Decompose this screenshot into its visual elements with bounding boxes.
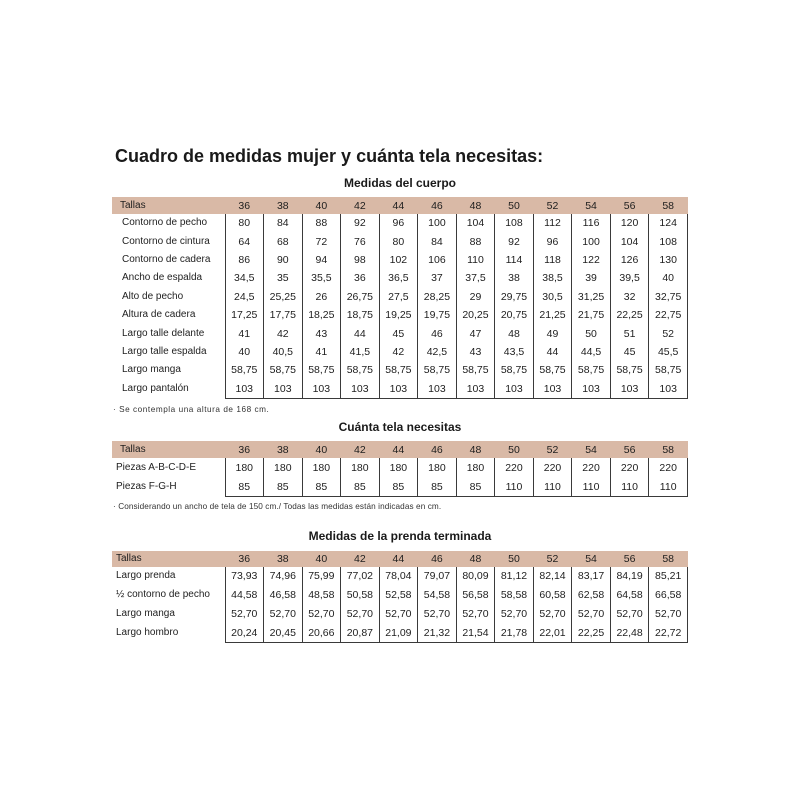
cell-size-42: 20,87 (341, 623, 380, 642)
cell-size-54: 21,75 (572, 306, 611, 324)
cell-size-54: 83,17 (572, 567, 611, 586)
cell-size-52: 21,25 (533, 306, 572, 324)
cell-size-50: 110 (495, 477, 534, 497)
size-header-44: 44 (379, 551, 418, 567)
row-label: ½ contorno de pecho (116, 589, 210, 601)
cell-size-44: 96 (379, 214, 418, 232)
table-row (112, 288, 688, 306)
cell-size-42: 50,58 (341, 586, 380, 605)
cell-size-50: 114 (495, 251, 534, 269)
cell-size-38: 42 (264, 324, 303, 342)
table-body (112, 458, 688, 497)
cell-size-56: 110 (610, 477, 649, 497)
row-label: Largo hombro (116, 626, 179, 638)
size-header-48: 48 (456, 551, 495, 567)
row-label: Largo talle espalda (122, 345, 207, 357)
cell-size-58: 130 (649, 251, 688, 269)
cell-size-52: 60,58 (533, 586, 572, 605)
cell-size-56: 103 (610, 380, 649, 399)
size-header-56: 56 (610, 441, 649, 458)
size-header-56: 56 (610, 551, 649, 567)
cell-size-56: 32 (610, 288, 649, 306)
cell-size-38: 180 (264, 458, 303, 477)
cell-size-54: 50 (572, 324, 611, 342)
cell-size-40: 26 (302, 288, 341, 306)
cell-size-44: 80 (379, 232, 418, 250)
cell-size-44: 102 (379, 251, 418, 269)
cell-size-42: 98 (341, 251, 380, 269)
cell-size-58: 45,5 (649, 343, 688, 361)
cell-size-38: 17,75 (264, 306, 303, 324)
cell-size-54: 22,25 (572, 623, 611, 642)
cell-size-40: 85 (302, 477, 341, 497)
cell-size-44: 58,75 (379, 361, 418, 379)
cell-size-42: 36 (341, 269, 380, 287)
row-label: Piezas A-B-C-D-E (116, 461, 197, 473)
cell-size-52: 58,75 (533, 361, 572, 379)
header-row (112, 551, 688, 567)
cell-size-44: 85 (379, 477, 418, 497)
cell-size-38: 68 (264, 232, 303, 250)
footnote-height-note: · Se contempla una altura de 168 cm. (113, 405, 270, 414)
cell-size-50: 58,58 (495, 586, 534, 605)
cell-size-46: 58,75 (418, 361, 457, 379)
cell-size-36: 20,24 (225, 623, 264, 642)
cell-size-44: 45 (379, 324, 418, 342)
header-label: Tallas (112, 197, 225, 214)
cell-size-48: 58,75 (456, 361, 495, 379)
cell-size-56: 22,25 (610, 306, 649, 324)
cell-size-58: 52 (649, 324, 688, 342)
size-header-40: 40 (302, 551, 341, 567)
row-label: Largo manga (122, 364, 181, 376)
cell-size-38: 85 (264, 477, 303, 497)
size-header-48: 48 (456, 441, 495, 458)
cell-size-42: 58,75 (341, 361, 380, 379)
row-label: Largo talle delante (122, 327, 205, 339)
cell-size-40: 52,70 (302, 605, 341, 624)
size-header-36: 36 (225, 551, 264, 567)
cell-size-50: 20,75 (495, 306, 534, 324)
header-label: Tallas (112, 551, 225, 567)
cell-size-50: 108 (495, 214, 534, 232)
size-header-46: 46 (418, 197, 457, 214)
size-header-58: 58 (649, 197, 688, 214)
cell-size-48: 37,5 (456, 269, 495, 287)
size-header-50: 50 (495, 551, 534, 567)
size-header-56: 56 (610, 197, 649, 214)
cell-size-58: 40 (649, 269, 688, 287)
footnote-fabric-width-note: · Considerando un ancho de tela de 150 cm./ Todas las medidas están indicadas en cm. (113, 502, 442, 511)
cell-size-38: 40,5 (264, 343, 303, 361)
cell-size-42: 52,70 (341, 605, 380, 624)
size-header-42: 42 (341, 197, 380, 214)
cell-size-50: 38 (495, 269, 534, 287)
section-heading-fabric-needed: Cuánta tela necesitas (338, 420, 462, 434)
cell-size-48: 47 (456, 324, 495, 342)
cell-size-40: 88 (302, 214, 341, 232)
cell-size-38: 25,25 (264, 288, 303, 306)
table-row (112, 343, 688, 361)
cell-size-38: 84 (264, 214, 303, 232)
cell-size-48: 29 (456, 288, 495, 306)
cell-size-50: 52,70 (495, 605, 534, 624)
size-header-52: 52 (533, 197, 572, 214)
cell-size-42: 85 (341, 477, 380, 497)
row-label: Largo pantalón (122, 382, 189, 394)
cell-size-54: 44,5 (572, 343, 611, 361)
cell-size-42: 180 (341, 458, 380, 477)
cell-size-56: 45 (610, 343, 649, 361)
cell-size-38: 20,45 (264, 623, 303, 642)
cell-size-52: 110 (533, 477, 572, 497)
cell-size-40: 58,75 (302, 361, 341, 379)
cell-size-54: 116 (572, 214, 611, 232)
cell-size-42: 44 (341, 324, 380, 342)
cell-size-38: 58,75 (264, 361, 303, 379)
cell-size-40: 35,5 (302, 269, 341, 287)
row-label: Piezas F-G-H (116, 480, 177, 492)
cell-size-36: 73,93 (225, 567, 264, 586)
row-label: Altura de cadera (122, 309, 196, 321)
cell-size-44: 36,5 (379, 269, 418, 287)
cell-size-38: 46,58 (264, 586, 303, 605)
cell-size-58: 32,75 (649, 288, 688, 306)
table-row (112, 269, 688, 287)
cell-size-56: 51 (610, 324, 649, 342)
cell-size-54: 39 (572, 269, 611, 287)
size-header-58: 58 (649, 551, 688, 567)
cell-size-48: 180 (456, 458, 495, 477)
size-header-44: 44 (379, 197, 418, 214)
table-row (112, 214, 688, 232)
header-label: Tallas (112, 441, 225, 458)
cell-size-40: 103 (302, 380, 341, 399)
cell-size-44: 27,5 (379, 288, 418, 306)
cell-size-48: 56,58 (456, 586, 495, 605)
cell-size-38: 74,96 (264, 567, 303, 586)
cell-size-42: 76 (341, 232, 380, 250)
cell-size-54: 31,25 (572, 288, 611, 306)
cell-size-38: 52,70 (264, 605, 303, 624)
row-label: Largo manga (116, 607, 175, 619)
cell-size-48: 80,09 (456, 567, 495, 586)
cell-size-50: 43,5 (495, 343, 534, 361)
cell-size-46: 180 (418, 458, 457, 477)
cell-size-56: 120 (610, 214, 649, 232)
cell-size-46: 42,5 (418, 343, 457, 361)
size-header-54: 54 (572, 551, 611, 567)
cell-size-50: 58,75 (495, 361, 534, 379)
cell-size-46: 84 (418, 232, 457, 250)
cell-size-46: 52,70 (418, 605, 457, 624)
size-header-38: 38 (264, 441, 303, 458)
cell-size-58: 58,75 (649, 361, 688, 379)
cell-size-46: 54,58 (418, 586, 457, 605)
cell-size-44: 180 (379, 458, 418, 477)
size-header-38: 38 (264, 551, 303, 567)
cell-size-52: 30,5 (533, 288, 572, 306)
size-header-40: 40 (302, 441, 341, 458)
cell-size-58: 124 (649, 214, 688, 232)
cell-size-36: 44,58 (225, 586, 264, 605)
cell-size-52: 38,5 (533, 269, 572, 287)
cell-size-42: 18,75 (341, 306, 380, 324)
table-row (112, 232, 688, 250)
cell-size-36: 103 (225, 380, 264, 399)
cell-size-38: 103 (264, 380, 303, 399)
cell-size-44: 21,09 (379, 623, 418, 642)
cell-size-56: 220 (610, 458, 649, 477)
cell-size-40: 20,66 (302, 623, 341, 642)
cell-size-36: 85 (225, 477, 264, 497)
cell-size-50: 81,12 (495, 567, 534, 586)
cell-size-54: 62,58 (572, 586, 611, 605)
cell-size-40: 48,58 (302, 586, 341, 605)
cell-size-52: 220 (533, 458, 572, 477)
table-row (112, 458, 688, 477)
cell-size-54: 110 (572, 477, 611, 497)
size-header-40: 40 (302, 197, 341, 214)
table-header (112, 551, 688, 567)
table-row (112, 380, 688, 399)
fabric-needed-table (112, 441, 688, 497)
size-header-46: 46 (418, 441, 457, 458)
cell-size-38: 35 (264, 269, 303, 287)
cell-size-52: 112 (533, 214, 572, 232)
size-header-42: 42 (341, 551, 380, 567)
table-header (112, 197, 688, 214)
size-header-36: 36 (225, 441, 264, 458)
cell-size-46: 100 (418, 214, 457, 232)
size-header-42: 42 (341, 441, 380, 458)
cell-size-50: 48 (495, 324, 534, 342)
row-label: Largo prenda (116, 570, 176, 582)
cell-size-36: 24,5 (225, 288, 264, 306)
cell-size-48: 103 (456, 380, 495, 399)
cell-size-58: 22,75 (649, 306, 688, 324)
cell-size-40: 75,99 (302, 567, 341, 586)
cell-size-50: 92 (495, 232, 534, 250)
row-label: Contorno de cadera (122, 253, 211, 265)
cell-size-40: 41 (302, 343, 341, 361)
table-row (112, 605, 688, 624)
size-header-36: 36 (225, 197, 264, 214)
cell-size-44: 42 (379, 343, 418, 361)
table-row (112, 306, 688, 324)
cell-size-56: 52,70 (610, 605, 649, 624)
cell-size-48: 110 (456, 251, 495, 269)
cell-size-36: 17,25 (225, 306, 264, 324)
size-header-54: 54 (572, 197, 611, 214)
size-header-50: 50 (495, 441, 534, 458)
cell-size-46: 79,07 (418, 567, 457, 586)
cell-size-58: 103 (649, 380, 688, 399)
body-measurements-table (112, 197, 688, 399)
cell-size-54: 58,75 (572, 361, 611, 379)
cell-size-50: 29,75 (495, 288, 534, 306)
header-row (112, 441, 688, 458)
cell-size-40: 72 (302, 232, 341, 250)
page-title: Cuadro de medidas mujer y cuánta tela necesitas: (115, 146, 544, 166)
row-label: Contorno de cintura (122, 235, 210, 247)
row-label: Alto de pecho (122, 290, 184, 302)
cell-size-44: 19,25 (379, 306, 418, 324)
cell-size-48: 20,25 (456, 306, 495, 324)
cell-size-56: 104 (610, 232, 649, 250)
size-header-46: 46 (418, 551, 457, 567)
cell-size-56: 58,75 (610, 361, 649, 379)
cell-size-58: 66,58 (649, 586, 688, 605)
cell-size-50: 220 (495, 458, 534, 477)
cell-size-48: 85 (456, 477, 495, 497)
cell-size-42: 103 (341, 380, 380, 399)
cell-size-46: 37 (418, 269, 457, 287)
cell-size-42: 77,02 (341, 567, 380, 586)
cell-size-44: 103 (379, 380, 418, 399)
cell-size-56: 64,58 (610, 586, 649, 605)
table-row (112, 623, 688, 642)
cell-size-52: 44 (533, 343, 572, 361)
cell-size-36: 40 (225, 343, 264, 361)
cell-size-54: 100 (572, 232, 611, 250)
table-row (112, 251, 688, 269)
table-row (112, 586, 688, 605)
size-header-50: 50 (495, 197, 534, 214)
cell-size-56: 84,19 (610, 567, 649, 586)
cell-size-46: 85 (418, 477, 457, 497)
cell-size-54: 122 (572, 251, 611, 269)
cell-size-58: 52,70 (649, 605, 688, 624)
table-header (112, 441, 688, 458)
cell-size-58: 220 (649, 458, 688, 477)
cell-size-36: 86 (225, 251, 264, 269)
cell-size-46: 46 (418, 324, 457, 342)
cell-size-40: 180 (302, 458, 341, 477)
size-header-52: 52 (533, 441, 572, 458)
cell-size-56: 22,48 (610, 623, 649, 642)
table-row (112, 567, 688, 586)
cell-size-52: 49 (533, 324, 572, 342)
finished-garment-table (112, 551, 688, 643)
cell-size-44: 78,04 (379, 567, 418, 586)
table-body (112, 567, 688, 643)
cell-size-52: 118 (533, 251, 572, 269)
cell-size-48: 104 (456, 214, 495, 232)
cell-size-42: 26,75 (341, 288, 380, 306)
cell-size-58: 85,21 (649, 567, 688, 586)
cell-size-52: 22,01 (533, 623, 572, 642)
table-body (112, 214, 688, 398)
cell-size-54: 52,70 (572, 605, 611, 624)
cell-size-56: 39,5 (610, 269, 649, 287)
size-header-52: 52 (533, 551, 572, 567)
cell-size-46: 21,32 (418, 623, 457, 642)
cell-size-36: 64 (225, 232, 264, 250)
cell-size-36: 34,5 (225, 269, 264, 287)
size-header-54: 54 (572, 441, 611, 458)
size-header-58: 58 (649, 441, 688, 458)
cell-size-40: 43 (302, 324, 341, 342)
cell-size-58: 108 (649, 232, 688, 250)
cell-size-54: 220 (572, 458, 611, 477)
cell-size-52: 82,14 (533, 567, 572, 586)
cell-size-56: 126 (610, 251, 649, 269)
section-heading-body-measurements: Medidas del cuerpo (343, 176, 457, 190)
cell-size-48: 88 (456, 232, 495, 250)
cell-size-42: 92 (341, 214, 380, 232)
cell-size-46: 106 (418, 251, 457, 269)
cell-size-48: 52,70 (456, 605, 495, 624)
cell-size-36: 41 (225, 324, 264, 342)
header-row (112, 197, 688, 214)
cell-size-36: 52,70 (225, 605, 264, 624)
cell-size-52: 96 (533, 232, 572, 250)
cell-size-36: 80 (225, 214, 264, 232)
size-header-38: 38 (264, 197, 303, 214)
table-row (112, 361, 688, 379)
cell-size-40: 18,25 (302, 306, 341, 324)
table-row (112, 477, 688, 497)
cell-size-42: 41,5 (341, 343, 380, 361)
cell-size-50: 21,78 (495, 623, 534, 642)
cell-size-52: 103 (533, 380, 572, 399)
cell-size-46: 103 (418, 380, 457, 399)
cell-size-44: 52,58 (379, 586, 418, 605)
cell-size-52: 52,70 (533, 605, 572, 624)
row-label: Contorno de pecho (122, 217, 208, 229)
cell-size-36: 180 (225, 458, 264, 477)
cell-size-38: 90 (264, 251, 303, 269)
table-row (112, 324, 688, 342)
cell-size-54: 103 (572, 380, 611, 399)
section-heading-finished-garment: Medidas de la prenda terminada (308, 529, 492, 543)
size-header-44: 44 (379, 441, 418, 458)
cell-size-46: 19,75 (418, 306, 457, 324)
cell-size-48: 43 (456, 343, 495, 361)
cell-size-50: 103 (495, 380, 534, 399)
cell-size-40: 94 (302, 251, 341, 269)
cell-size-48: 21,54 (456, 623, 495, 642)
size-header-48: 48 (456, 197, 495, 214)
cell-size-36: 58,75 (225, 361, 264, 379)
cell-size-58: 110 (649, 477, 688, 497)
cell-size-44: 52,70 (379, 605, 418, 624)
row-label: Ancho de espalda (122, 272, 203, 284)
cell-size-58: 22,72 (649, 623, 688, 642)
cell-size-46: 28,25 (418, 288, 457, 306)
